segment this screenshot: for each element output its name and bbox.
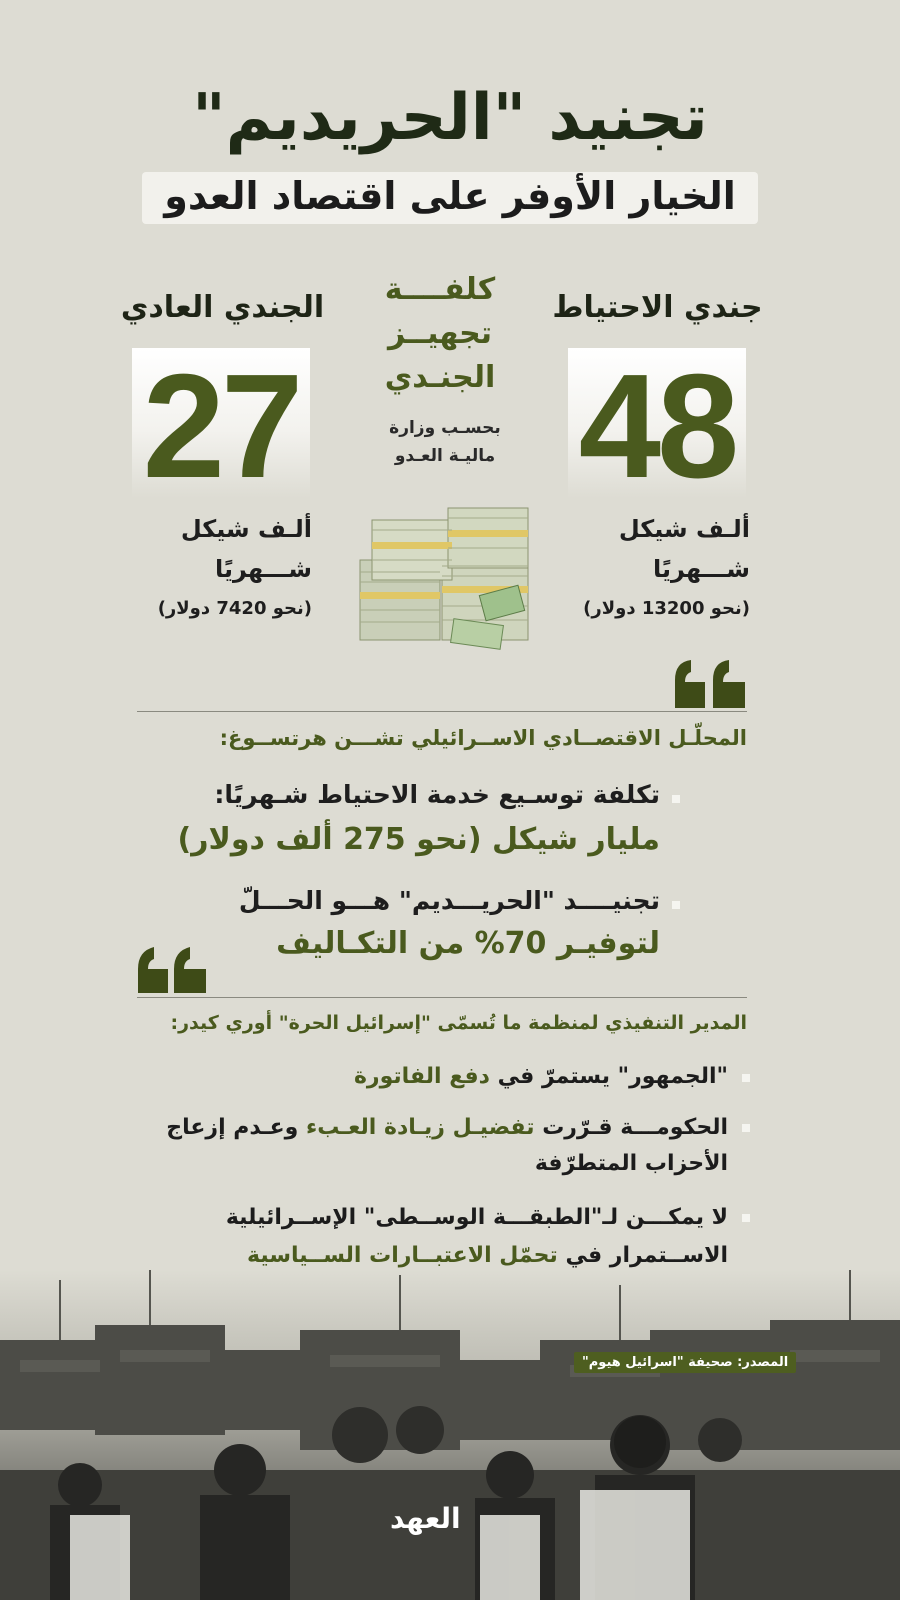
director-bullet-2-part2: تفضيـل زيـادة العـبء (306, 1115, 535, 1140)
analyst-bullet-2-line1: تجنيــــد "الحريـــديم" هـــو الحـــلّ (238, 886, 660, 915)
bullet-icon (742, 1214, 750, 1222)
cost-heading-line1: كلفــــة (384, 272, 496, 307)
bullet-icon (742, 1074, 750, 1082)
analyst-bullet-1-line2: مليار شيكل (نحو 275 ألف دولار) (177, 822, 660, 857)
reserve-usd: (نحو 13200 دولار) (583, 598, 750, 619)
director-heading: المدير التنفيذي لمنظمة ما تُسمّى "إسرائيل الحرة" أوري كيدر: (170, 1012, 747, 1034)
director-bullet-2-part1: الحكومـــة قـرّرت (542, 1115, 728, 1140)
cost-heading (360, 268, 520, 400)
reserve-unit-line2: شـــهريًا (652, 555, 750, 583)
quote-close-icon (673, 658, 748, 710)
director-bullet-3-line1: لا يمكـــن لـ"الطبقـــة الوســطى" الإســرائيلية (225, 1205, 728, 1230)
director-bullet-1-part1: "الجمهور" يستمرّ (541, 1064, 728, 1089)
regular-unit-line1: ألـف شيكل (180, 515, 312, 543)
regular-usd: (نحو 7420 دولار) (157, 598, 312, 619)
source-label: المصدر: صحيفة "اسرائيل هيوم" (574, 1352, 796, 1373)
brand-logo: العهد (390, 1502, 461, 1535)
soldiers-photo (0, 1270, 900, 1600)
director-bullet-3-line2 (130, 1238, 728, 1274)
regular-soldier-label: الجندي العادي (120, 290, 325, 325)
reserve-soldier-label: جندي الاحتياط (552, 290, 763, 325)
cost-note-line2: ماليـة العـدو (394, 446, 496, 466)
director-bullet-3-part1: الاســتمرار في (565, 1243, 728, 1268)
quote-open-icon (136, 945, 208, 995)
money-stack-icon (352, 490, 542, 660)
cost-note-line1: بحسـب وزارة (389, 418, 501, 438)
reserve-unit-line1: ألـف شيكل (618, 515, 750, 543)
page-title: تجنيد "الحريديم" (192, 81, 708, 155)
regular-unit-line2: شـــهريًا (214, 555, 312, 583)
reserve-value-box (568, 344, 746, 509)
analyst-bullet-2-line2: لتوفيـر 70% من التكـاليف (276, 926, 660, 961)
bullet-icon (672, 901, 680, 909)
director-bullet-1-part3: دفع الفاتورة (353, 1064, 490, 1089)
analyst-heading: المحلّـل الاقتصــادي الاســرائيلي تشـــن هرتســوغ: (219, 726, 747, 750)
cost-source-note (370, 414, 520, 470)
divider-2 (137, 997, 747, 998)
page-subtitle: الخيار الأوفر على اقتصاد العدو (142, 172, 758, 224)
bullet-icon (672, 795, 680, 803)
bullet-icon (742, 1124, 750, 1132)
subtitle-wrap (0, 172, 900, 224)
divider-1 (137, 711, 747, 712)
regular-value-box (132, 344, 310, 509)
director-bullet-2-line2: الأحزاب المتطرّفة (534, 1151, 728, 1176)
cost-heading-line3: الجنـدي (384, 360, 496, 395)
analyst-bullet-1-line1: تكلفة توسـيع خدمة الاحتياط شـهريًا: (214, 780, 660, 809)
director-bullet-2 (130, 1110, 728, 1146)
reserve-value: 48 (578, 344, 736, 509)
director-bullet-2-part3: وعـدم إزعاج (166, 1115, 299, 1140)
director-bullet-1-part2: في (497, 1064, 535, 1089)
regular-value: 27 (142, 344, 300, 509)
director-bullet-1 (140, 1060, 728, 1094)
cost-heading-line2: تجهيــز (387, 316, 493, 351)
director-bullet-3-part2: تحمّل الاعتبــارات الســياسية (247, 1243, 558, 1268)
